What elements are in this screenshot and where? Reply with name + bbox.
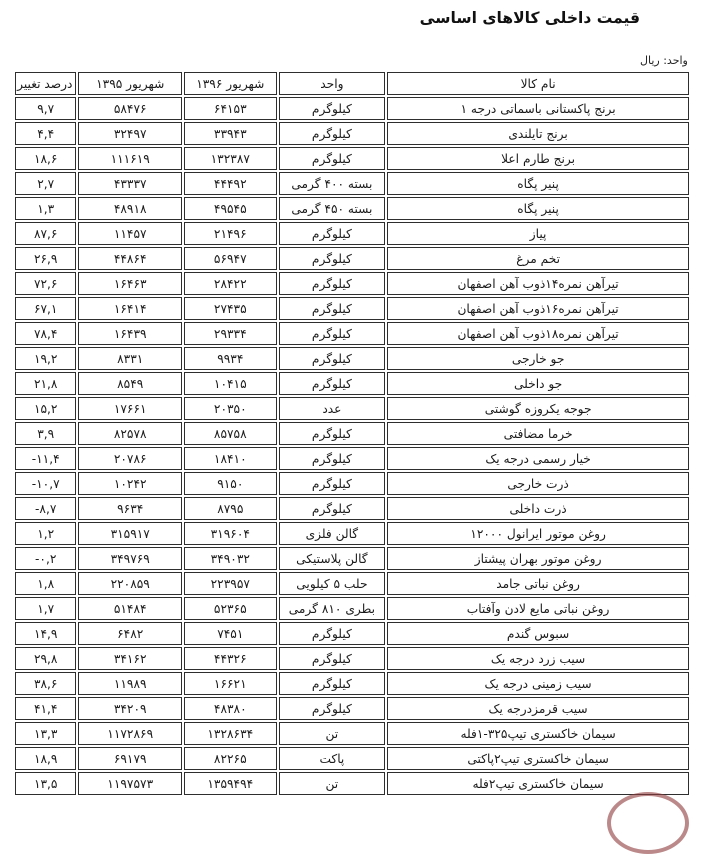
column-header-product-name: نام کالا (387, 72, 689, 95)
price-1395-cell: ۱۱۹۸۹ (78, 672, 182, 695)
unit-cell: کیلوگرم (279, 672, 386, 695)
price-1396-cell: ۳۱۹۶۰۴ (184, 522, 277, 545)
product-name-cell: برنج تایلندی (387, 122, 689, 145)
percent-change-value: -۸,۷ (35, 501, 57, 516)
table-row (15, 522, 689, 545)
price-1396-cell: ۲۰۳۵۰ (184, 397, 277, 420)
product-name-cell: سیمان خاکستری تیپ۳۲۵-۱فله (387, 722, 689, 745)
unit-cell: کیلوگرم (279, 497, 386, 520)
product-name-cell: سیب زرد درجه یک (387, 647, 689, 670)
unit-cell: پاکت (279, 747, 386, 770)
percent-change-value: ۱۳,۳ (33, 726, 58, 741)
product-name-cell: برنج پاکستانی باسماتی درجه ۱ (387, 97, 689, 120)
percent-change-value: ۱۳,۵ (33, 776, 58, 791)
percent-change-value: ۲,۷ (37, 176, 55, 191)
product-name-cell: سبوس گندم (387, 622, 689, 645)
price-1396-cell: ۲۷۴۳۵ (184, 297, 277, 320)
product-name-cell: سیب زمینی درجه یک (387, 672, 689, 695)
percent-change-cell (15, 247, 76, 270)
percent-change-cell (15, 572, 76, 595)
percent-change-cell (15, 97, 76, 120)
table-row (15, 697, 689, 720)
price-1395-cell: ۱۱۷۲۸۶۹ (78, 722, 182, 745)
unit-cell: کیلوگرم (279, 122, 386, 145)
price-1396-cell: ۸۵۷۵۸ (184, 422, 277, 445)
percent-change-cell (15, 397, 76, 420)
product-name-cell: روغن نباتی مایع لادن وآفتاب (387, 597, 689, 620)
percent-change-cell (15, 147, 76, 170)
percent-change-cell (15, 347, 76, 370)
price-1395-cell: ۱۱۱۶۱۹ (78, 147, 182, 170)
price-1395-cell: ۵۱۴۸۴ (78, 597, 182, 620)
header-row (15, 72, 689, 95)
product-name-cell: سیب قرمزدرجه یک (387, 697, 689, 720)
table-row (15, 322, 689, 345)
percent-change-value: ۷۲,۶ (33, 276, 58, 291)
percent-change-cell (15, 472, 76, 495)
product-name-cell: ذرت داخلی (387, 497, 689, 520)
price-1396-cell: ۷۴۵۱ (184, 622, 277, 645)
price-1395-cell: ۶۹۱۷۹ (78, 747, 182, 770)
table-row (15, 197, 689, 220)
product-name-cell: خیار رسمی درجه یک (387, 447, 689, 470)
price-1395-cell: ۴۳۳۳۷ (78, 172, 182, 195)
product-name-cell: تخم مرغ (387, 247, 689, 270)
product-name-cell: سیمان خاکستری تیپ۲فله (387, 772, 689, 795)
table-row (15, 222, 689, 245)
unit-cell: کیلوگرم (279, 272, 386, 295)
price-1396-cell: ۸۷۹۵ (184, 497, 277, 520)
percent-change-cell (15, 122, 76, 145)
product-name-cell: ذرت خارجی (387, 472, 689, 495)
price-1395-cell: ۳۴۹۷۶۹ (78, 547, 182, 570)
unit-note: واحد: ریال (640, 54, 688, 67)
unit-cell: کیلوگرم (279, 322, 386, 345)
percent-change-value: ۱,۷ (37, 601, 55, 616)
unit-cell: تن (279, 722, 386, 745)
price-1395-cell: ۱۷۶۶۱ (78, 397, 182, 420)
column-header-shahrivar-1395: شهریور ۱۳۹۵ (78, 72, 182, 95)
price-1396-cell: ۴۹۵۴۵ (184, 197, 277, 220)
table-row (15, 672, 689, 695)
price-1395-cell: ۱۶۴۶۳ (78, 272, 182, 295)
percent-change-value: ۱,۳ (37, 201, 55, 216)
table-row (15, 347, 689, 370)
product-name-cell: تیرآهن نمره۱۶ذوب آهن اصفهان (387, 297, 689, 320)
price-1395-cell: ۳۴۱۶۲ (78, 647, 182, 670)
percent-change-cell (15, 272, 76, 295)
product-name-cell: برنج طارم اعلا (387, 147, 689, 170)
percent-change-value: -۰,۲ (35, 551, 57, 566)
percent-change-value: -۱۱,۴ (31, 451, 60, 466)
product-name-cell: روغن موتور بهران پیشتاز (387, 547, 689, 570)
percent-change-cell (15, 322, 76, 345)
percent-change-value: ۷۸,۴ (33, 326, 58, 341)
unit-cell: کیلوگرم (279, 97, 386, 120)
percent-change-cell (15, 522, 76, 545)
percent-change-value: ۲۹,۸ (33, 651, 58, 666)
unit-cell: حلب ۵ کیلویی (279, 572, 386, 595)
unit-cell: بسته ۴۰۰ گرمی (279, 172, 386, 195)
price-1396-cell: ۲۹۳۳۴ (184, 322, 277, 345)
percent-change-cell (15, 747, 76, 770)
unit-cell: بسته ۴۵۰ گرمی (279, 197, 386, 220)
price-1395-cell: ۲۲۰۸۵۹ (78, 572, 182, 595)
table-row (15, 472, 689, 495)
price-1396-cell: ۲۸۴۲۲ (184, 272, 277, 295)
unit-cell: کیلوگرم (279, 147, 386, 170)
percent-change-cell (15, 172, 76, 195)
price-1395-cell: ۱۶۴۱۴ (78, 297, 182, 320)
price-1395-cell: ۸۲۵۷۸ (78, 422, 182, 445)
table-row (15, 722, 689, 745)
unit-cell: کیلوگرم (279, 697, 386, 720)
percent-change-value: ۱۴,۹ (33, 626, 58, 641)
unit-cell: بطری ۸۱۰ گرمی (279, 597, 386, 620)
percent-change-cell (15, 497, 76, 520)
percent-change-cell (15, 547, 76, 570)
percent-change-value: ۹,۷ (37, 101, 55, 116)
price-1395-cell: ۱۰۲۴۲ (78, 472, 182, 495)
percent-change-cell (15, 297, 76, 320)
price-1396-cell: ۹۹۳۴ (184, 347, 277, 370)
price-1396-cell: ۱۳۵۹۴۹۴ (184, 772, 277, 795)
page-title: قیمت داخلی کالاهای اساسی (419, 9, 640, 27)
price-1396-cell: ۳۳۹۴۳ (184, 122, 277, 145)
table-row (15, 622, 689, 645)
price-1396-cell: ۱۳۲۳۸۷ (184, 147, 277, 170)
price-1395-cell: ۳۱۵۹۱۷ (78, 522, 182, 545)
table-row (15, 422, 689, 445)
price-1395-cell: ۵۸۴۷۶ (78, 97, 182, 120)
percent-change-cell (15, 622, 76, 645)
unit-cell: کیلوگرم (279, 647, 386, 670)
percent-change-cell (15, 647, 76, 670)
stamp-mark (607, 792, 689, 854)
table-row (15, 597, 689, 620)
percent-change-value: ۱,۸ (37, 576, 55, 591)
unit-cell: کیلوگرم (279, 622, 386, 645)
product-name-cell: تیرآهن نمره۱۸ذوب آهن اصفهان (387, 322, 689, 345)
table-row (15, 547, 689, 570)
product-name-cell: پنیر پگاه (387, 197, 689, 220)
product-name-cell: تیرآهن نمره۱۴ذوب آهن اصفهان (387, 272, 689, 295)
percent-change-value: ۲۱,۸ (33, 376, 58, 391)
price-1395-cell: ۲۰۷۸۶ (78, 447, 182, 470)
table-row (15, 247, 689, 270)
percent-change-value: ۱۸,۹ (33, 751, 58, 766)
price-1395-cell: ۳۲۴۹۷ (78, 122, 182, 145)
product-name-cell: جو داخلی (387, 372, 689, 395)
unit-cell: کیلوگرم (279, 422, 386, 445)
unit-cell: کیلوگرم (279, 372, 386, 395)
price-1396-cell: ۲۱۴۹۶ (184, 222, 277, 245)
table-row (15, 122, 689, 145)
product-name-cell: جوجه یکروزه گوشتی (387, 397, 689, 420)
unit-cell: کیلوگرم (279, 247, 386, 270)
unit-cell: عدد (279, 397, 386, 420)
unit-cell: کیلوگرم (279, 222, 386, 245)
price-1395-cell: ۸۳۳۱ (78, 347, 182, 370)
price-1395-cell: ۳۴۲۰۹ (78, 697, 182, 720)
price-1395-cell: ۸۵۴۹ (78, 372, 182, 395)
product-name-cell: روغن موتور ایرانول ۱۲۰۰۰ (387, 522, 689, 545)
percent-change-value: ۴,۴ (37, 126, 55, 141)
unit-cell: گالن فلزی (279, 522, 386, 545)
percent-change-value: -۱۰,۷ (31, 476, 60, 491)
table-row (15, 372, 689, 395)
column-header-unit: واحد (279, 72, 386, 95)
price-1395-cell: ۴۸۹۱۸ (78, 197, 182, 220)
unit-cell: کیلوگرم (279, 347, 386, 370)
percent-change-value: ۳۸,۶ (33, 676, 58, 691)
price-1396-cell: ۶۴۱۵۳ (184, 97, 277, 120)
column-header-shahrivar-1396: شهریور ۱۳۹۶ (184, 72, 277, 95)
table-row (15, 172, 689, 195)
unit-cell: تن (279, 772, 386, 795)
price-1396-cell: ۱۳۲۸۶۳۴ (184, 722, 277, 745)
percent-change-cell (15, 372, 76, 395)
percent-change-value: ۴۱,۴ (33, 701, 58, 716)
price-1396-cell: ۹۱۵۰ (184, 472, 277, 495)
table-body (15, 97, 689, 795)
percent-change-value: ۱,۲ (37, 526, 55, 541)
table-row (15, 147, 689, 170)
table-row (15, 647, 689, 670)
product-name-cell: خرما مضافتی (387, 422, 689, 445)
price-1396-cell: ۵۲۳۶۵ (184, 597, 277, 620)
percent-change-value: ۳,۹ (37, 426, 55, 441)
price-1395-cell: ۶۴۸۲ (78, 622, 182, 645)
percent-change-cell (15, 697, 76, 720)
percent-change-cell (15, 197, 76, 220)
price-1396-cell: ۲۲۳۹۵۷ (184, 572, 277, 595)
table-row (15, 497, 689, 520)
percent-change-cell (15, 722, 76, 745)
price-1396-cell: ۱۶۶۲۱ (184, 672, 277, 695)
price-1396-cell: ۱۰۴۱۵ (184, 372, 277, 395)
table-row (15, 772, 689, 795)
prices-table (13, 70, 691, 797)
price-1396-cell: ۴۸۳۸۰ (184, 697, 277, 720)
table-row (15, 447, 689, 470)
percent-change-cell (15, 672, 76, 695)
price-1396-cell: ۸۲۲۶۵ (184, 747, 277, 770)
percent-change-cell (15, 772, 76, 795)
unit-cell: گالن پلاستیکی (279, 547, 386, 570)
price-1395-cell: ۱۱۴۵۷ (78, 222, 182, 245)
price-1396-cell: ۵۶۹۴۷ (184, 247, 277, 270)
percent-change-cell (15, 447, 76, 470)
percent-change-value: ۶۷,۱ (33, 301, 58, 316)
product-name-cell: جو خارجی (387, 347, 689, 370)
percent-change-value: ۱۹,۲ (33, 351, 58, 366)
table-row (15, 572, 689, 595)
unit-cell: کیلوگرم (279, 297, 386, 320)
price-1395-cell: ۹۶۳۴ (78, 497, 182, 520)
table-row (15, 297, 689, 320)
percent-change-value: ۱۵,۲ (33, 401, 58, 416)
table-row (15, 747, 689, 770)
price-1396-cell: ۳۴۹۰۳۲ (184, 547, 277, 570)
price-1395-cell: ۱۶۴۳۹ (78, 322, 182, 345)
percent-change-cell (15, 422, 76, 445)
table-row (15, 97, 689, 120)
unit-cell: کیلوگرم (279, 472, 386, 495)
percent-change-cell (15, 222, 76, 245)
percent-change-value: ۲۶,۹ (33, 251, 58, 266)
table-row (15, 397, 689, 420)
price-1396-cell: ۴۴۴۹۲ (184, 172, 277, 195)
product-name-cell: روغن نباتی جامد (387, 572, 689, 595)
price-1396-cell: ۴۴۳۲۶ (184, 647, 277, 670)
product-name-cell: پیاز (387, 222, 689, 245)
percent-change-value: ۱۸,۶ (33, 151, 58, 166)
column-header-percent-change: درصد تغییر (15, 72, 76, 95)
unit-cell: کیلوگرم (279, 447, 386, 470)
percent-change-value: ۸۷,۶ (33, 226, 58, 241)
price-1395-cell: ۴۴۸۶۴ (78, 247, 182, 270)
price-1396-cell: ۱۸۴۱۰ (184, 447, 277, 470)
product-name-cell: پنیر پگاه (387, 172, 689, 195)
price-1395-cell: ۱۱۹۷۵۷۳ (78, 772, 182, 795)
table-row (15, 272, 689, 295)
product-name-cell: سیمان خاکستری تیپ۲پاکتی (387, 747, 689, 770)
percent-change-cell (15, 597, 76, 620)
